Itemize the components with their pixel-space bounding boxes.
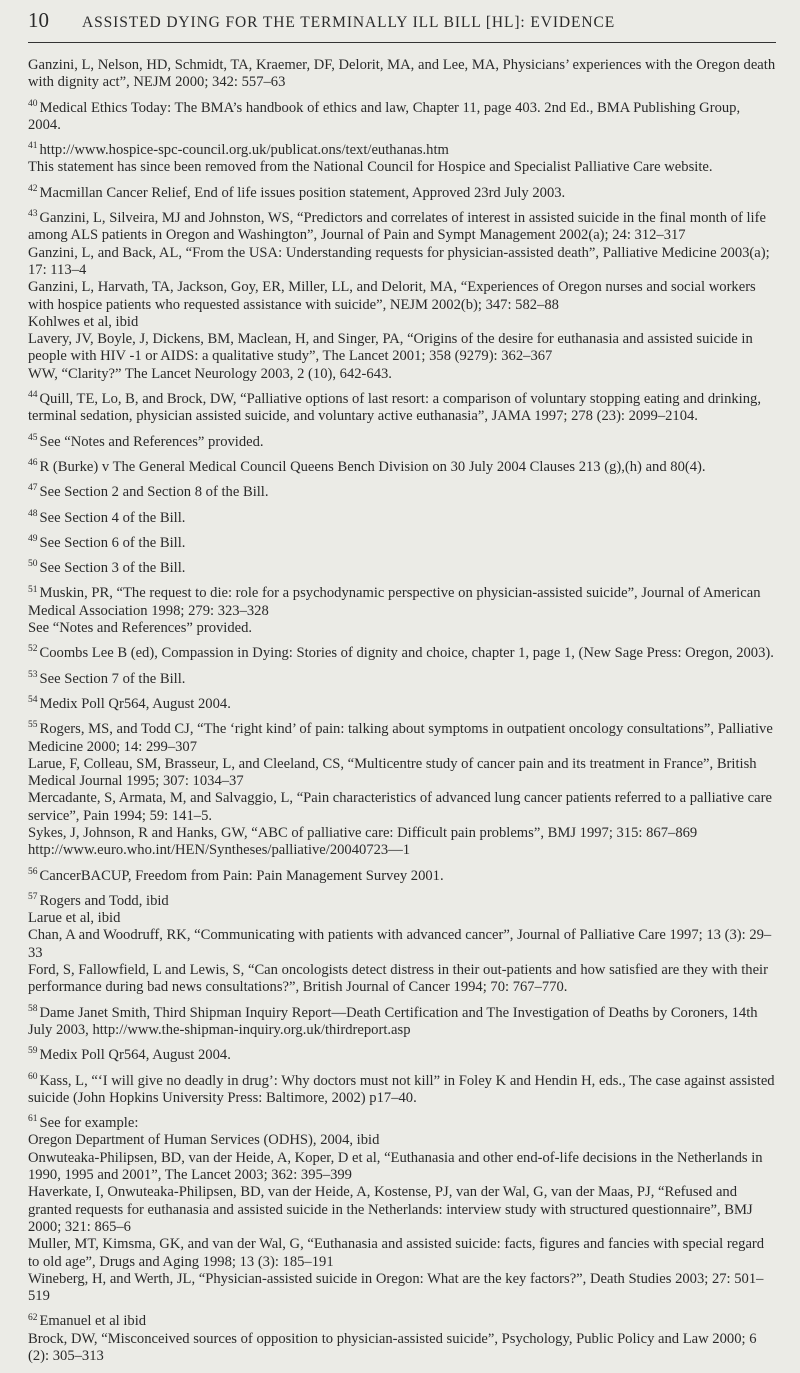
endnote-number: 59 bbox=[28, 1046, 38, 1057]
endnote bbox=[28, 721, 776, 859]
endnote-number: 49 bbox=[28, 533, 38, 544]
endnote-number: 51 bbox=[28, 584, 38, 595]
endnote-number: 42 bbox=[28, 183, 38, 194]
endnote-number: 50 bbox=[28, 559, 38, 570]
endnote-line bbox=[28, 245, 776, 280]
endnote-text: Larue, F, Colleau, SM, Brasseur, L, and Cleeland, CS, “Multicentre study of cancer pain and its treatment in France”, British Medical Journal 1995; 307: 1034–37 bbox=[28, 755, 757, 790]
endnote-text: Oregon Department of Human Services (ODHS), 2004, ibid bbox=[28, 1132, 380, 1149]
endnote-line bbox=[28, 1132, 776, 1149]
endnote bbox=[28, 210, 776, 383]
endnote-line bbox=[28, 842, 776, 859]
endnote-number: 61 bbox=[28, 1114, 38, 1125]
endnote-text: See Section 2 and Section 8 of the Bill. bbox=[39, 484, 269, 501]
endnote-text: Muller, MT, Kimsma, GK, and van der Wal, G, “Euthanasia and assisted suicide: facts, figures and fancies with special regard to old age”, Drugs and Aging 1998; 13 (3): 185–191 bbox=[28, 1236, 765, 1270]
endnote bbox=[28, 391, 776, 426]
endnote-line bbox=[28, 535, 776, 552]
endnote-line bbox=[28, 279, 776, 314]
endnote-line bbox=[28, 721, 776, 756]
endnote-text: This statement has since been removed from the National Council for Hospice and Specialist Palliative Care website. bbox=[28, 159, 713, 176]
endnote-line bbox=[28, 868, 776, 885]
endnote-text: Lavery, JV, Boyle, J, Dickens, BM, Maclean, H, and Singer, PA, “Origins of the desire for euthanasia and assisted suicide in people with HIV -1 or AIDS: a qualitative study”, The Lancet 2001; 358 (9279): 362–367 bbox=[28, 331, 753, 365]
endnote bbox=[28, 1073, 776, 1108]
endnote bbox=[28, 185, 776, 202]
endnote-line bbox=[28, 434, 776, 451]
endnote-text: CancerBACUP, Freedom from Pain: Pain Management Survey 2001. bbox=[39, 867, 444, 884]
endnote bbox=[28, 868, 776, 885]
endnote bbox=[28, 142, 776, 177]
endnote bbox=[28, 560, 776, 577]
endnote-text: Medical Ethics Today: The BMA’s handbook of ethics and law, Chapter 11, page 403. 2nd Ed., BMA Publishing Group, 2004. bbox=[28, 99, 741, 133]
endnote-line bbox=[28, 927, 776, 962]
endnote-number: 47 bbox=[28, 483, 38, 494]
endnote bbox=[28, 585, 776, 637]
endnote-line bbox=[28, 459, 776, 476]
endnote bbox=[28, 459, 776, 476]
endnote-line bbox=[28, 331, 776, 366]
endnote-text: Mercadante, S, Armata, M, and Salvaggio, L, “Pain characteristics of advanced lung cancer patients referred to a palliative care service”, Pain 1994; 59: 141–5. bbox=[28, 790, 772, 824]
running-title: ASSISTED DYING FOR THE TERMINALLY ILL BILL [HL]: EVIDENCE bbox=[82, 14, 616, 31]
endnote-text: See Section 7 of the Bill. bbox=[39, 670, 186, 687]
endnote-line bbox=[28, 1073, 776, 1108]
endnote-number: 48 bbox=[28, 508, 38, 519]
endnote-line bbox=[28, 1047, 776, 1064]
endnote-text: Sykes, J, Johnson, R and Hanks, GW, “ABC of palliative care: Difficult pain problems”, BMJ 1997; 315: 867–869 bbox=[28, 824, 698, 841]
endnote-line bbox=[28, 825, 776, 842]
endnote bbox=[28, 1047, 776, 1064]
header-rule bbox=[28, 42, 776, 43]
endnote-line bbox=[28, 790, 776, 825]
endnote-line bbox=[28, 585, 776, 620]
endnote bbox=[28, 645, 776, 662]
endnote-line bbox=[28, 560, 776, 577]
endnote bbox=[28, 57, 776, 92]
endnote bbox=[28, 696, 776, 713]
endnote-text: R (Burke) v The General Medical Council Queens Bench Division on 30 July 2004 Clauses 213 (g),(h) and 80(4). bbox=[39, 458, 706, 475]
endnote-text: Muskin, PR, “The request to die: role for a psychodynamic perspective on physician-assisted suicide”, Journal of American Medical Association 1998; 279: 323–328 bbox=[28, 585, 761, 619]
endnote-text: Wineberg, H, and Werth, JL, “Physician-assisted suicide in Oregon: What are the key factors?”, Death Studies 2003; 27: 501–519 bbox=[28, 1270, 764, 1305]
endnote-text: Emanuel et al ibid bbox=[39, 1313, 147, 1330]
endnote-text: Onwuteaka-Philipsen, BD, van der Heide, A, Koper, D et al, “Euthanasia and other end-of-life decisions in the Netherlands in 1990, 1995 and 2001”, The Lancet 2003; 362: 395–399 bbox=[28, 1149, 763, 1184]
endnote-text: Ganzini, L, Nelson, HD, Schmidt, TA, Kraemer, DF, Delorit, MA, and Lee, MA, Physicians’ experiences with the Oregon death with dignity act”, NEJM 2000; 342: 557–63 bbox=[28, 57, 776, 91]
endnote-number: 62 bbox=[28, 1312, 38, 1323]
endnote-line bbox=[28, 1313, 776, 1330]
endnote-text: http://www.euro.who.int/HEN/Syntheses/palliative/20040723—1 bbox=[28, 842, 411, 859]
endnote-number: 45 bbox=[28, 432, 38, 443]
endnote-line bbox=[28, 962, 776, 997]
endnote bbox=[28, 1313, 776, 1365]
endnotes-list bbox=[28, 57, 776, 1373]
page-header bbox=[28, 8, 776, 32]
endnote-line bbox=[28, 185, 776, 202]
endnote-line bbox=[28, 159, 776, 176]
endnote-line bbox=[28, 210, 776, 245]
endnote-number: 44 bbox=[28, 390, 38, 401]
endnote-line bbox=[28, 510, 776, 527]
endnote-line bbox=[28, 391, 776, 426]
endnote-line bbox=[28, 57, 776, 92]
endnote-text: See Section 6 of the Bill. bbox=[39, 534, 186, 551]
endnote-number: 55 bbox=[28, 720, 38, 731]
endnote-text: See for example: bbox=[39, 1115, 139, 1132]
endnote-line bbox=[28, 100, 776, 135]
endnote-line bbox=[28, 484, 776, 501]
endnote-line bbox=[28, 645, 776, 662]
endnote-text: Brock, DW, “Misconceived sources of opposition to physician-assisted suicide”, Psychology, Public Policy and Law 2000; 6 (2): 305–313 bbox=[28, 1330, 757, 1364]
endnote-text: WW, “Clarity?” The Lancet Neurology 2003, 2 (10), 642-643. bbox=[28, 365, 392, 382]
endnote-line bbox=[28, 893, 776, 910]
endnote-text: Medix Poll Qr564, August 2004. bbox=[39, 695, 231, 712]
endnote bbox=[28, 434, 776, 451]
endnote-number: 46 bbox=[28, 458, 38, 469]
endnote-text: Larue et al, ibid bbox=[28, 910, 121, 927]
endnote-number: 53 bbox=[28, 669, 38, 680]
endnote-text: See “Notes and References” provided. bbox=[28, 620, 253, 637]
endnote-text: Ganzini, L, Harvath, TA, Jackson, Goy, ER, Miller, LL, and Delorit, MA, “Experiences of Oregon nurses and social workers with hospice patients who requested assistance with suicide”, NEJM 2002(b); 347: 582–88 bbox=[28, 279, 756, 313]
endnote-text: See “Notes and References” provided. bbox=[39, 433, 264, 450]
endnote-number: 43 bbox=[28, 209, 38, 220]
endnote-text: Ford, S, Fallowfield, L and Lewis, S, “Can oncologists detect distress in their out-patients and how satisfied are they with their performance during bad news consultations?”, British Journal of Cancer 1994; 70: 767–770. bbox=[28, 962, 768, 996]
endnote-number: 57 bbox=[28, 892, 38, 903]
endnote-text: Macmillan Cancer Relief, End of life issues position statement, Approved 23rd July 2003. bbox=[39, 184, 566, 201]
endnote-line bbox=[28, 756, 776, 791]
endnote-number: 56 bbox=[28, 866, 38, 877]
endnote-text: Quill, TE, Lo, B, and Brock, DW, “Palliative options of last resort: a comparison of voluntary stopping eating and drinking, terminal sedation, physician assisted suicide, and voluntary active euthanasia”, JAMA 1997; 278 (23): 2099–2104. bbox=[28, 391, 761, 425]
endnote-line bbox=[28, 1115, 776, 1132]
endnote-text: Kohlwes et al, ibid bbox=[28, 313, 139, 330]
endnote-text: See Section 4 of the Bill. bbox=[39, 509, 186, 526]
endnote bbox=[28, 1115, 776, 1305]
endnote-number: 41 bbox=[28, 141, 38, 152]
endnote-text: Dame Janet Smith, Third Shipman Inquiry Report—Death Certification and The Investigation of Deaths by Coroners, 14th July 2003, http://www.the-shipman-inquiry.org.uk/thirdreport.asp bbox=[28, 1004, 758, 1038]
page-number: 10 bbox=[28, 8, 49, 32]
endnote-line bbox=[28, 366, 776, 383]
endnote-number: 60 bbox=[28, 1071, 38, 1082]
endnote-text: Ganzini, L, and Back, AL, “From the USA: Understanding requests for physician-assisted death”, Palliative Medicine 2003(a); 17: 113–4 bbox=[28, 244, 770, 278]
endnote-line bbox=[28, 620, 776, 637]
endnote-text: Haverkate, I, Onwuteaka-Philipsen, BD, van der Heide, A, Kostense, PJ, van der Wal, G, van der Maas, PJ, “Refused and granted requests for euthanasia and assisted suicide in the Netherlands: interview study with structured questionnaire”, BMJ 2000; 321: 865–6 bbox=[28, 1184, 753, 1235]
endnote-text: Kass, L, “‘I will give no deadly in drug’: Why doctors must not kill” in Foley K and Hendin H, eds., The case against assisted suicide (John Hopkins University Press: Baltimore, 2002) p17–40. bbox=[28, 1072, 775, 1106]
endnote-line bbox=[28, 142, 776, 159]
endnote-text: Coombs Lee B (ed), Compassion in Dying: Stories of dignity and choice, chapter 1, page 1, (New Sage Press: Oregon, 2003). bbox=[39, 645, 774, 662]
endnote-text: See Section 3 of the Bill. bbox=[39, 560, 186, 577]
endnote-text: Medix Poll Qr564, August 2004. bbox=[39, 1047, 231, 1064]
endnote-line bbox=[28, 910, 776, 927]
endnote-line bbox=[28, 314, 776, 331]
endnote-line bbox=[28, 1150, 776, 1185]
endnote-line bbox=[28, 1331, 776, 1366]
endnote-text: Chan, A and Woodruff, RK, “Communicating with patients with advanced cancer”, Journal of Palliative Care 1997; 13 (3): 29–33 bbox=[28, 927, 772, 961]
endnote bbox=[28, 1005, 776, 1040]
endnote-text: http://www.hospice-spc-council.org.uk/publicat.ons/text/euthanas.htm bbox=[39, 142, 449, 159]
endnote-number: 54 bbox=[28, 695, 38, 706]
endnote-line bbox=[28, 1271, 776, 1306]
endnote-line bbox=[28, 1236, 776, 1271]
endnote bbox=[28, 535, 776, 552]
endnote-number: 52 bbox=[28, 644, 38, 655]
endnote-line bbox=[28, 1184, 776, 1236]
endnote-line bbox=[28, 696, 776, 713]
endnote bbox=[28, 100, 776, 135]
endnote bbox=[28, 893, 776, 997]
endnote-line bbox=[28, 1005, 776, 1040]
endnote bbox=[28, 671, 776, 688]
endnote-line bbox=[28, 671, 776, 688]
endnote bbox=[28, 484, 776, 501]
endnote-text: Rogers, MS, and Todd CJ, “The ‘right kind’ of pain: talking about symptoms in outpatient oncology consultations”, Palliative Medicine 2000; 14: 299–307 bbox=[28, 721, 773, 755]
endnote-text: Ganzini, L, Silveira, MJ and Johnston, WS, “Predictors and correlates of interest in assisted suicide in the final month of life among ALS patients in Oregon and Washington”, Journal of Pain and Sympt Management 2002(a); 24: 312–317 bbox=[28, 210, 766, 244]
endnote-number: 58 bbox=[28, 1003, 38, 1014]
endnote-number: 40 bbox=[28, 98, 38, 109]
endnote bbox=[28, 510, 776, 527]
endnote-text: Rogers and Todd, ibid bbox=[39, 892, 169, 909]
